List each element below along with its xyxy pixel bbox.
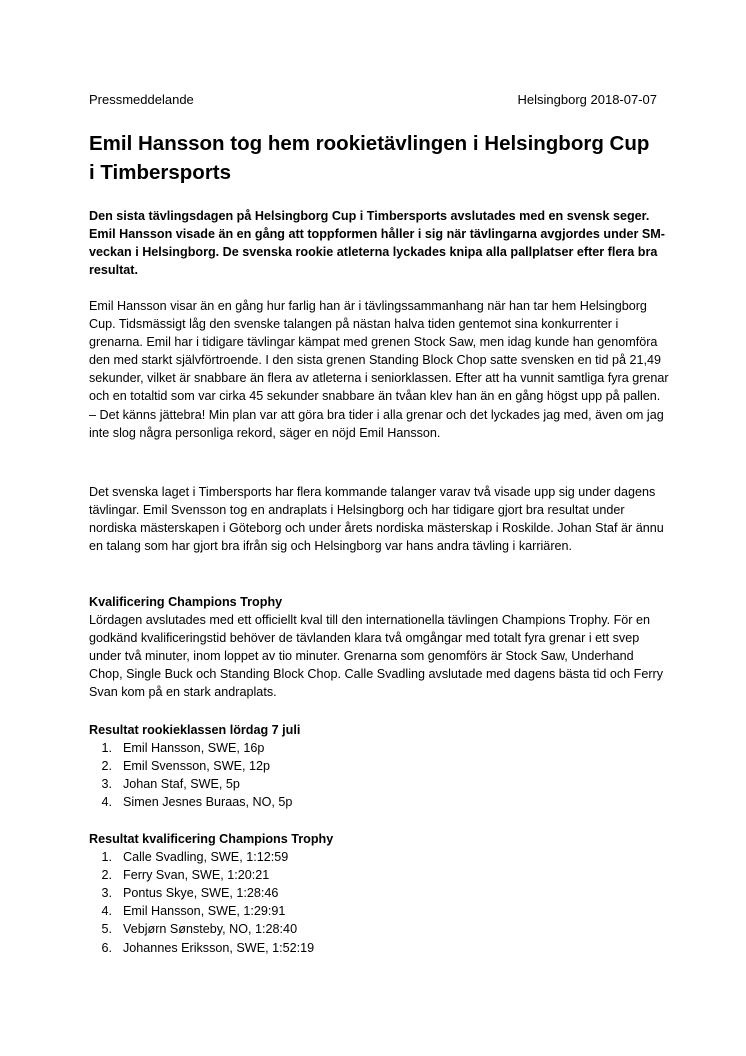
body-paragraph-1-text: Emil Hansson visar än en gång hur farlig han är i tävlingssammanhang när han tar hem Helsingborg Cup. Tidsmässigt låg den svenske talangen på nästan halva tiden gentemot sina konkurrenter i grenarna. Emil har i tidigare tävlingar kämpat med grenen Stock Saw, men idag kunde han genomföra den med starkt självförtroende. I den sista grenen Standing Block Chop satte svensken en tid på 21,49 sekunder, vilket är snabbare än flera av atleterna i seniorklassen. Efter att ha vunnit samtliga fyra grenar och en totaltid som var cirka 45 sekunder snabbare än tvåan klev han än en gång högst upp på pallen.: [89, 299, 669, 404]
list-item: [89, 939, 669, 957]
list-item-text: Pontus Skye, SWE, 1:28:46: [123, 886, 279, 901]
document-type-label: Pressmeddelande: [89, 92, 194, 107]
list-item-number: 4.: [101, 795, 112, 810]
list-item-number: 3.: [101, 777, 112, 792]
list-item-text: Vebjørn Sønsteby, NO, 1:28:40: [123, 922, 298, 937]
rookie-results-section: [89, 721, 669, 811]
list-item: [89, 793, 669, 811]
document-header: [89, 91, 657, 108]
list-item-text: Emil Hansson, SWE, 1:29:91: [123, 904, 286, 919]
list-item: [89, 884, 669, 902]
list-item: [89, 920, 669, 938]
list-item-number: 5.: [101, 922, 112, 937]
list-item-number: 3.: [101, 886, 112, 901]
trophy-results-section: [89, 830, 669, 957]
place-and-date: Helsingborg 2018-07-07: [517, 92, 657, 107]
rookie-results-list: [89, 739, 669, 811]
list-item-text: Johan Staf, SWE, 5p: [123, 777, 240, 792]
list-item-text: Emil Svensson, SWE, 12p: [123, 759, 270, 774]
list-item: [89, 866, 669, 884]
quote-paragraph: – Det känns jättebra! Min plan var att göra bra tider i alla grenar och det lyckades jag med, även om jag inte slog några personliga rekord, säger en nöjd Emil Hansson.: [89, 407, 664, 440]
list-item-text: Emil Hansson, SWE, 16p: [123, 741, 265, 756]
list-item-number: 4.: [101, 904, 112, 919]
body-paragraph-2: Det svenska laget i Timbersports har flera kommande talanger varav två visade upp sig under dagens tävlingar. Emil Svensson tog en andraplats i Helsingborg och har tidigare gjort bra resultat under nordiska mästerskapen i Göteborg och under årets nordiska mästerskap i Roskilde. Johan Staf är ännu en talang som har gjort bra ifrån sig och Helsingborg var hans andra tävling i karriären.: [89, 485, 664, 554]
list-item: [89, 848, 669, 866]
body-paragraph-1: [89, 297, 669, 442]
list-item-number: 1.: [101, 850, 112, 865]
list-item-number: 2.: [101, 868, 112, 883]
lead-paragraph: Den sista tävlingsdagen på Helsingborg Cup i Timbersports avslutades med en svensk seger. Emil Hansson visade än en gång att toppformen håller i sig när tävlingarna avgjordes under SM-veckan i Helsingborg. De svenska rookie atleterna lyckades knipa alla pallplatser efter flera bra resultat.: [89, 209, 665, 278]
champions-trophy-text: Lördagen avslutades med ett officiellt kval till den internationella tävlingen Champions Trophy. För en godkänd kvalificeringstid behöver de tävlanden klara två omgångar med totalt fyra grenar i ett svep under två minuter, inom loppet av tio minuter. Grenarna som genomförs är Stock Saw, Underhand Chop, Single Buck och Standing Block Chop. Calle Svadling avslutade med dagens bästa tid och Ferry Svan kom på en stark andraplats.: [89, 613, 664, 700]
list-item-number: 6.: [101, 940, 112, 955]
list-item-text: Simen Jesnes Buraas, NO, 5p: [123, 795, 293, 810]
champions-trophy-section: [89, 593, 669, 702]
trophy-results-list: [89, 848, 669, 957]
trophy-results-heading: Resultat kvalificering Champions Trophy: [89, 832, 334, 846]
rookie-results-heading: Resultat rookieklassen lördag 7 juli: [89, 723, 301, 737]
press-release-title: Emil Hansson tog hem rookietävlingen i Helsingborg Cup i Timbersports: [89, 132, 650, 184]
list-item: [89, 775, 669, 793]
list-item-text: Ferry Svan, SWE, 1:20:21: [123, 868, 270, 883]
list-item: [89, 739, 669, 757]
list-item: [89, 902, 669, 920]
list-item: [89, 757, 669, 775]
list-item-text: Johannes Eriksson, SWE, 1:52:19: [123, 940, 315, 955]
list-item-text: Calle Svadling, SWE, 1:12:59: [123, 850, 289, 865]
list-item-number: 2.: [101, 759, 112, 774]
champions-trophy-heading: Kvalificering Champions Trophy: [89, 595, 283, 609]
list-item-number: 1.: [101, 741, 112, 756]
